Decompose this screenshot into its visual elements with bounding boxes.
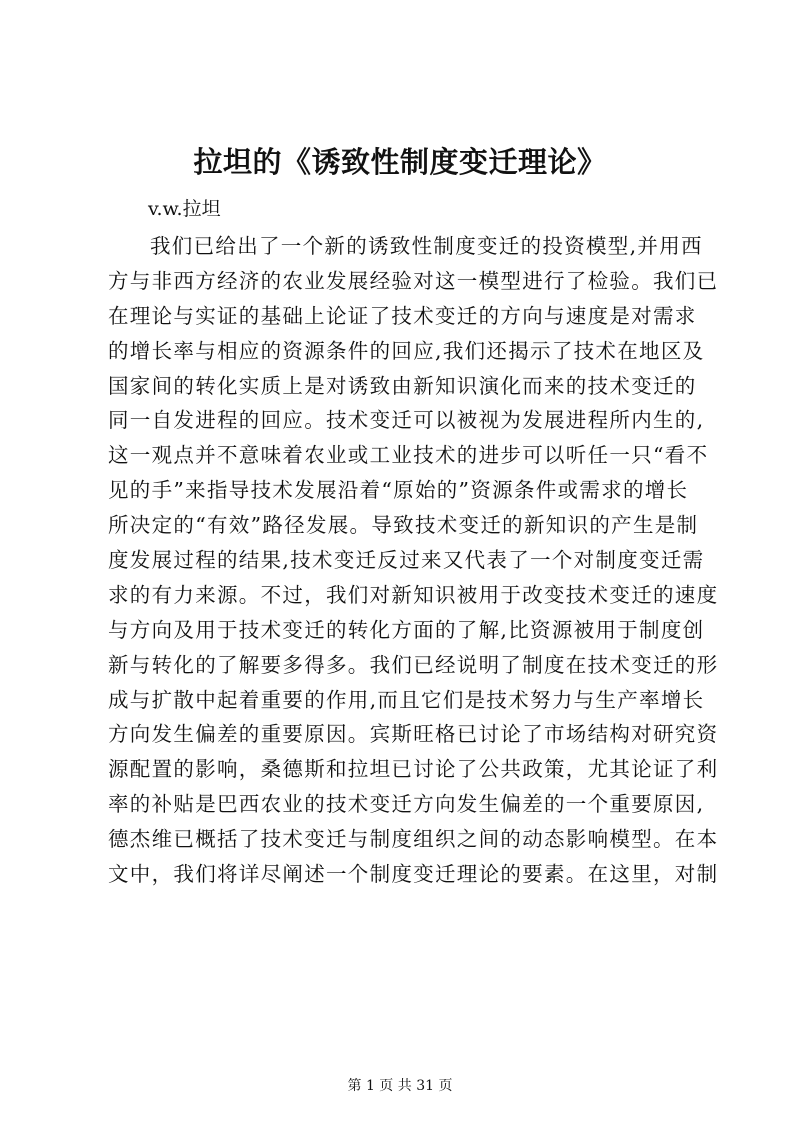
body-line: 文中，我们将详尽阐述一个制度变迁理论的要素。在这里，对制 bbox=[108, 862, 719, 887]
body-line: 成与扩散中起着重要的作用,而且它们是技术努力与生产率增长 bbox=[108, 687, 705, 712]
body-line: 这一观点并不意味着农业或工业技术的进步可以听任一只“看不 bbox=[108, 443, 709, 468]
body-line: 率的补贴是巴西农业的技术变迁方向发生偏差的一个重要原因, bbox=[108, 792, 705, 817]
document-title: 拉坦的《诱致性制度变迁理论》 bbox=[193, 145, 607, 179]
body-line: 方向发生偏差的重要原因。宾斯旺格已讨论了市场结构对研究资 bbox=[108, 722, 719, 747]
body-line: 我们已给出了一个新的诱致性制度变迁的投资模型,并用西 bbox=[150, 234, 703, 258]
body-line: 源配置的影响，桑德斯和拉坦已讨论了公共政策，尤其论证了利 bbox=[108, 757, 719, 782]
body-line: 德杰维已概括了技术变迁与制度组织之间的动态影响模型。在本 bbox=[108, 827, 719, 852]
body-line: 在理论与实证的基础上论证了技术变迁的方向与速度是对需求 bbox=[108, 303, 697, 328]
body-line: 国家间的转化实质上是对诱致由新知识演化而来的技术变迁的 bbox=[108, 373, 697, 398]
body-line: 求的有力来源。不过，我们对新知识被用于改变技术变迁的速度 bbox=[108, 582, 719, 607]
body-line: 新与转化的了解要多得多。我们已经说明了制度在技术变迁的形 bbox=[108, 652, 719, 677]
body-line: 度发展过程的结果,技术变迁反过来又代表了一个对制度变迁需 bbox=[108, 548, 705, 573]
body-line: 见的手”来指导技术发展沿着“原始的”资源条件或需求的增长 bbox=[108, 478, 689, 503]
body-line: 与方向及用于技术变迁的转化方面的了解,比资源被用于制度创 bbox=[108, 617, 705, 642]
body-text bbox=[108, 229, 719, 892]
body-line: 的增长率与相应的资源条件的回应,我们还揭示了技术在地区及 bbox=[108, 338, 705, 363]
page-number-footer: 第 1 页 共 31 页 bbox=[347, 1078, 453, 1094]
document-author: v.w.拉坦 bbox=[148, 198, 221, 220]
body-line: 同一自发进程的回应。技术变迁可以被视为发展进程所内生的, bbox=[108, 408, 705, 433]
body-line: 所决定的“有效”路径发展。导致技术变迁的新知识的产生是制 bbox=[108, 513, 699, 538]
body-line: 方与非西方经济的农业发展经验对这一模型进行了检验。我们已 bbox=[108, 268, 719, 293]
